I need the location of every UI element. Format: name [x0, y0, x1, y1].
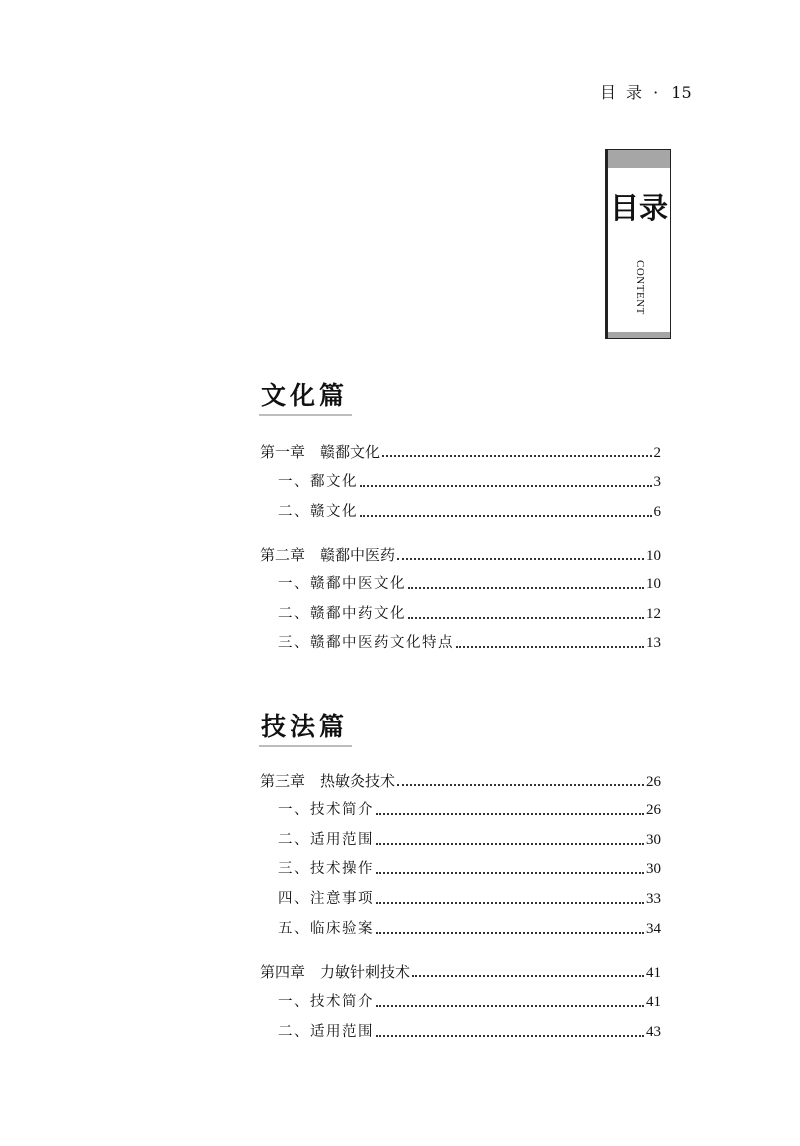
dot-leader: [382, 455, 651, 457]
toc-item-row[interactable]: [260, 501, 661, 523]
header-page-number: 15: [671, 83, 692, 102]
dot-leader: [360, 485, 652, 487]
dot-leader: [376, 872, 644, 874]
toc-chapter-row[interactable]: [260, 441, 661, 463]
toc-chapter-row[interactable]: [260, 770, 661, 792]
tab-title: 目录: [609, 191, 668, 225]
page-number: 6: [653, 504, 661, 520]
toc-item-row[interactable]: [260, 829, 661, 851]
toc-item-row[interactable]: [260, 888, 661, 910]
page-number: 43: [646, 1024, 661, 1040]
dot-leader: [408, 587, 644, 589]
section-title: 技法篇: [259, 711, 352, 747]
toc-item-row[interactable]: [260, 918, 661, 940]
toc-item-row[interactable]: [260, 858, 661, 880]
page-number: 3: [653, 474, 661, 490]
header-separator: ·: [653, 83, 659, 102]
item-label: 五、临床验案: [278, 921, 374, 937]
dot-leader: [376, 1005, 644, 1007]
page-number: 26: [646, 774, 661, 790]
page-number: 30: [646, 832, 661, 848]
item-label: 二、适用范围: [278, 1024, 374, 1040]
page-number: 12: [646, 606, 661, 622]
dot-leader: [397, 784, 644, 786]
toc-item-row[interactable]: [260, 799, 661, 821]
item-label: 三、赣鄱中医药文化特点: [278, 635, 454, 651]
dot-leader: [412, 975, 644, 977]
chapter-label: 第四章 力敏针刺技术: [260, 963, 411, 981]
page-number: 13: [646, 635, 661, 651]
item-label: 二、赣文化: [278, 504, 358, 520]
toc-tab: [605, 149, 671, 339]
page-number: 41: [646, 965, 661, 981]
running-header: [600, 80, 710, 103]
toc-item-row[interactable]: [260, 632, 661, 654]
dot-leader: [360, 515, 652, 517]
dot-leader: [376, 813, 644, 815]
page-number: 33: [646, 891, 661, 907]
dot-leader: [456, 646, 644, 648]
toc-chapter-row[interactable]: [260, 961, 661, 983]
page-number: 26: [646, 802, 661, 818]
item-label: 一、赣鄱中医文化: [278, 576, 406, 592]
page-number: 10: [646, 548, 661, 564]
tab-subtitle: CONTENT: [634, 260, 646, 315]
dot-leader: [376, 1035, 644, 1037]
page-number: 30: [646, 861, 661, 877]
toc-item-row[interactable]: [260, 573, 661, 595]
toc-item-row[interactable]: [260, 991, 661, 1013]
dot-leader: [376, 932, 644, 934]
chapter-label: 第三章 热敏灸技术: [260, 772, 396, 790]
page-number: 10: [646, 576, 661, 592]
section-title: 文化篇: [259, 380, 352, 416]
toc-item-row[interactable]: [260, 603, 661, 625]
dot-leader: [376, 843, 644, 845]
toc-chapter-row[interactable]: [260, 544, 661, 566]
page-number: 2: [653, 445, 661, 461]
tab-top-band: [608, 150, 670, 168]
item-label: 一、鄱文化: [278, 474, 358, 490]
item-label: 二、赣鄱中药文化: [278, 606, 406, 622]
page-number: 34: [646, 921, 661, 937]
item-label: 三、技术操作: [278, 861, 374, 877]
chapter-label: 第一章 赣鄱文化: [260, 443, 381, 461]
tab-bottom-band: [608, 332, 670, 338]
item-label: 一、技术简介: [278, 994, 374, 1010]
dot-leader: [408, 617, 644, 619]
dot-leader: [376, 902, 644, 904]
chapter-label: 第二章 赣鄱中医药: [260, 546, 396, 564]
dot-leader: [397, 558, 644, 560]
toc-item-row[interactable]: [260, 1021, 661, 1043]
item-label: 一、技术简介: [278, 802, 374, 818]
header-title: 目录: [600, 83, 653, 102]
item-label: 二、适用范围: [278, 832, 374, 848]
page-number: 41: [646, 994, 661, 1010]
item-label: 四、注意事项: [278, 891, 374, 907]
toc-item-row[interactable]: [260, 471, 661, 493]
